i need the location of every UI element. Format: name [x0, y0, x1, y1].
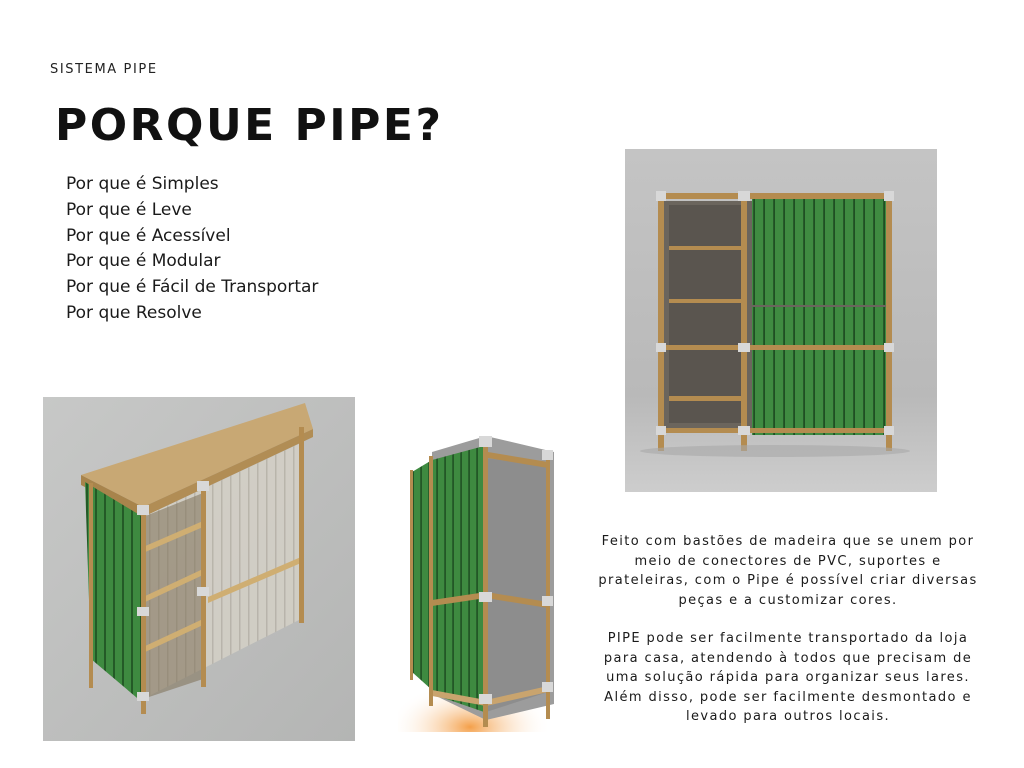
eyebrow-label: SISTEMA PIPE: [50, 62, 158, 77]
reasons-list: [66, 172, 318, 327]
description-line: meio de conectores de PVC, suportes e: [634, 553, 942, 569]
wardrobe-side-render: [398, 432, 578, 732]
page-title: PORQUE PIPE?: [55, 100, 444, 151]
reason-item: Por que é Acessível: [66, 225, 231, 246]
description-line: Além disso, pode ser facilmente desmontado e: [604, 689, 972, 705]
description-line: Feito com bastões de madeira que se unem por: [601, 534, 975, 549]
wardrobe-angled-render: [43, 397, 355, 741]
description-line: uma solução rápida para organizar seus lares.: [606, 670, 970, 685]
description-paragraph-1: [588, 532, 988, 610]
reason-item: Por que é Leve: [66, 199, 192, 220]
description-line: para casa, atendendo à todos que precisam de: [603, 650, 973, 666]
description-block: [588, 532, 988, 727]
description-line: levado para outros locais.: [685, 709, 891, 724]
reason-item: Por que Resolve: [66, 302, 202, 323]
reason-item: Por que é Modular: [66, 251, 221, 272]
description-line: prateleiras, com o Pipe é possível criar diversas: [598, 573, 978, 588]
description-line: PIPE pode ser facilmente transportado da loja: [607, 631, 969, 646]
wardrobe-front-render: [625, 149, 937, 492]
description-paragraph-2: [588, 629, 988, 727]
description-line: peças e a customizar cores.: [678, 592, 898, 608]
reason-item: Por que é Fácil de Transportar: [66, 277, 319, 298]
reason-item: Por que é Simples: [66, 174, 219, 194]
